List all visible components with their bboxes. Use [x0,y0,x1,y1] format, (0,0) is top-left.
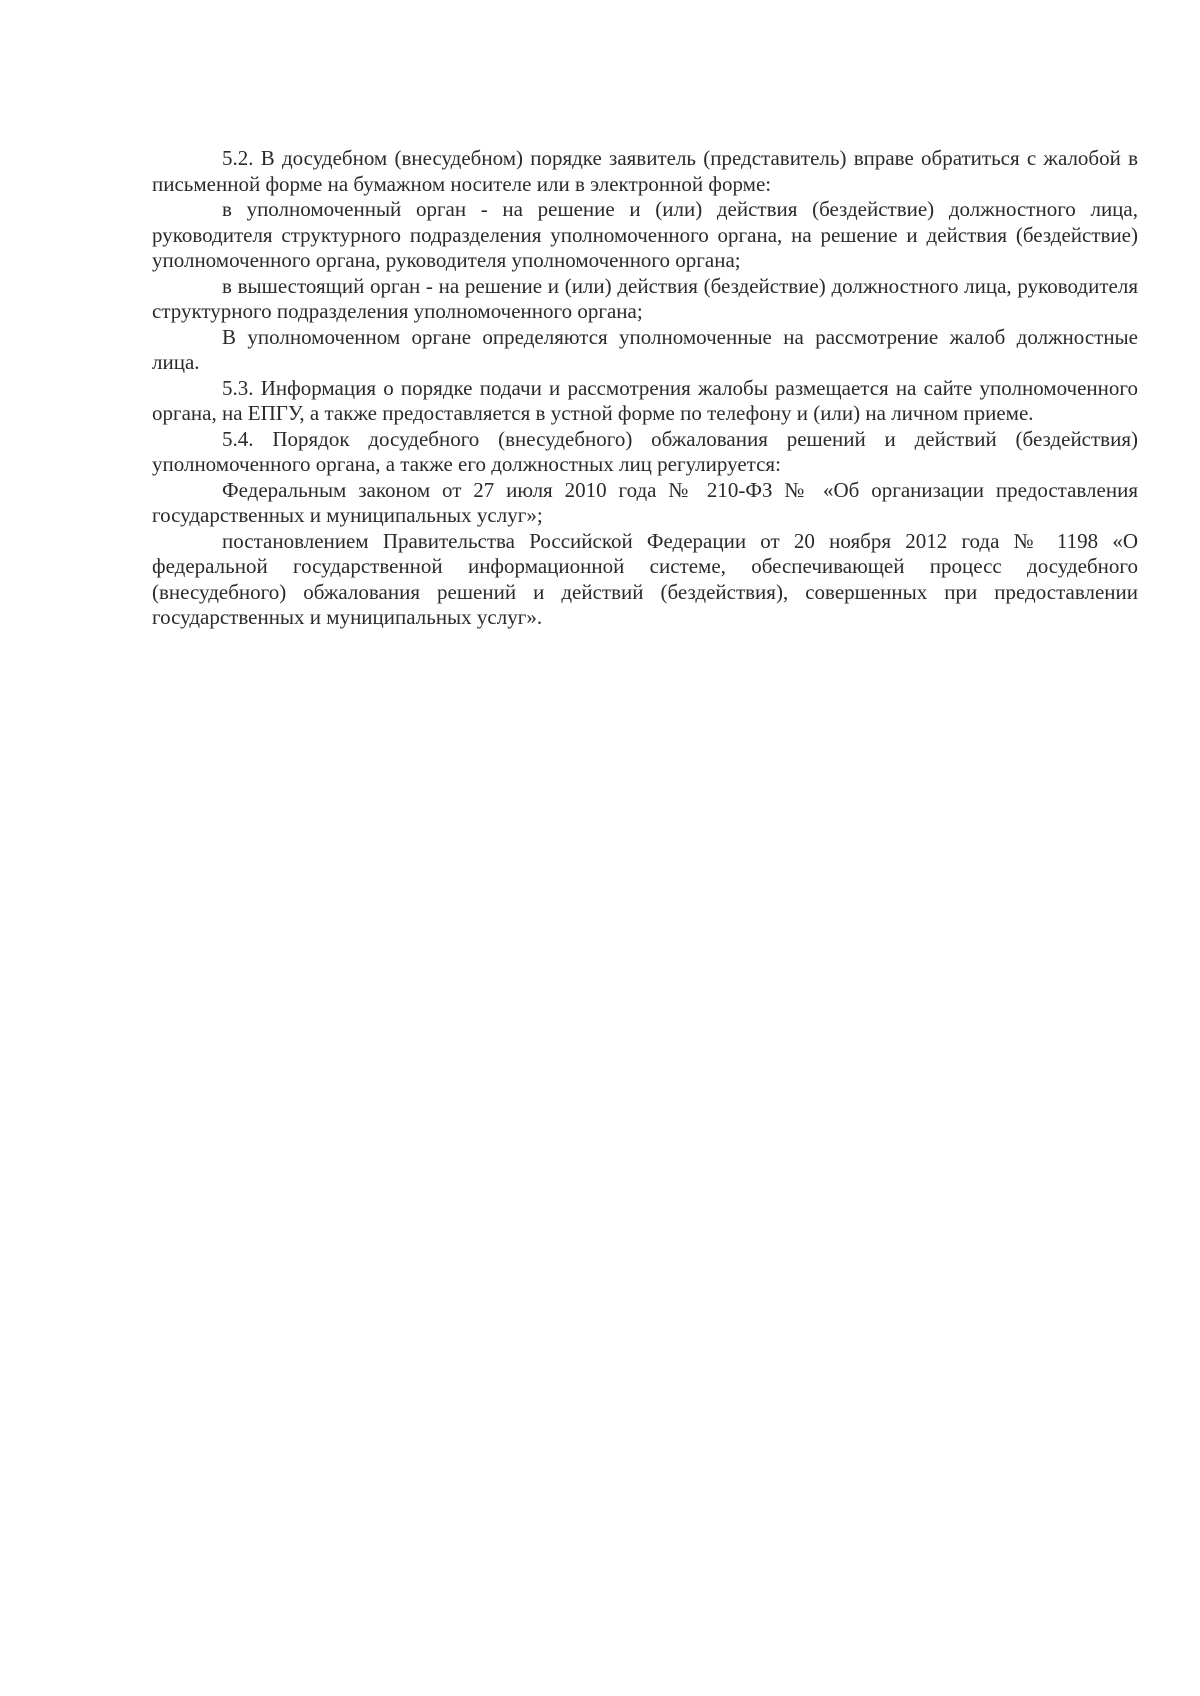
paragraph-5-2: 5.2. В досудебном (внесудебном) порядке заявитель (представитель) вправе обратиться с жалобой в письменной форме на бумажном носителе или в электронной форме: [152,146,1138,196]
paragraph-5-3: 5.3. Информация о порядке подачи и рассмотрения жалобы размещается на сайте уполномоченного органа, на ЕПГУ, а также предоставляется в устной форме по телефону и (или) на личном приеме. [152,375,1138,425]
document-body [152,146,1138,631]
paragraph-government-decree: постановлением Правительства Российской Федерации от 20 ноября 2012 года № 1198 «О федеральной государственной информационной системе, обеспечивающей процесс досудебного (внесудебного) обжалования решений и действий (бездействия), совершенных при предоставлении государственных и муниципальных услуг». [152,528,1138,629]
paragraph-higher-body: в вышестоящий орган - на решение и (или) действия (бездействие) должностного лица, руководителя структурного подразделения уполномоченного органа; [152,273,1138,323]
paragraph-authorized-body: в уполномоченный орган - на решение и (или) действия (бездействие) должностного лица, руководителя структурного подразделения уполномоченного органа, на решение и действия (бездействие) уполномоченного органа, руководителя уполномоченного органа; [152,197,1138,272]
paragraph-officials: В уполномоченном органе определяются уполномоченные на рассмотрение жалоб должностные лица. [152,324,1138,374]
paragraph-federal-law: Федеральным законом от 27 июля 2010 года № 210-ФЗ № «Об организации предоставления государственных и муниципальных услуг»; [152,477,1138,527]
paragraph-5-4: 5.4. Порядок досудебного (внесудебного) обжалования решений и действий (бездействия) уполномоченного органа, а также его должностных лиц регулируется: [152,426,1138,476]
